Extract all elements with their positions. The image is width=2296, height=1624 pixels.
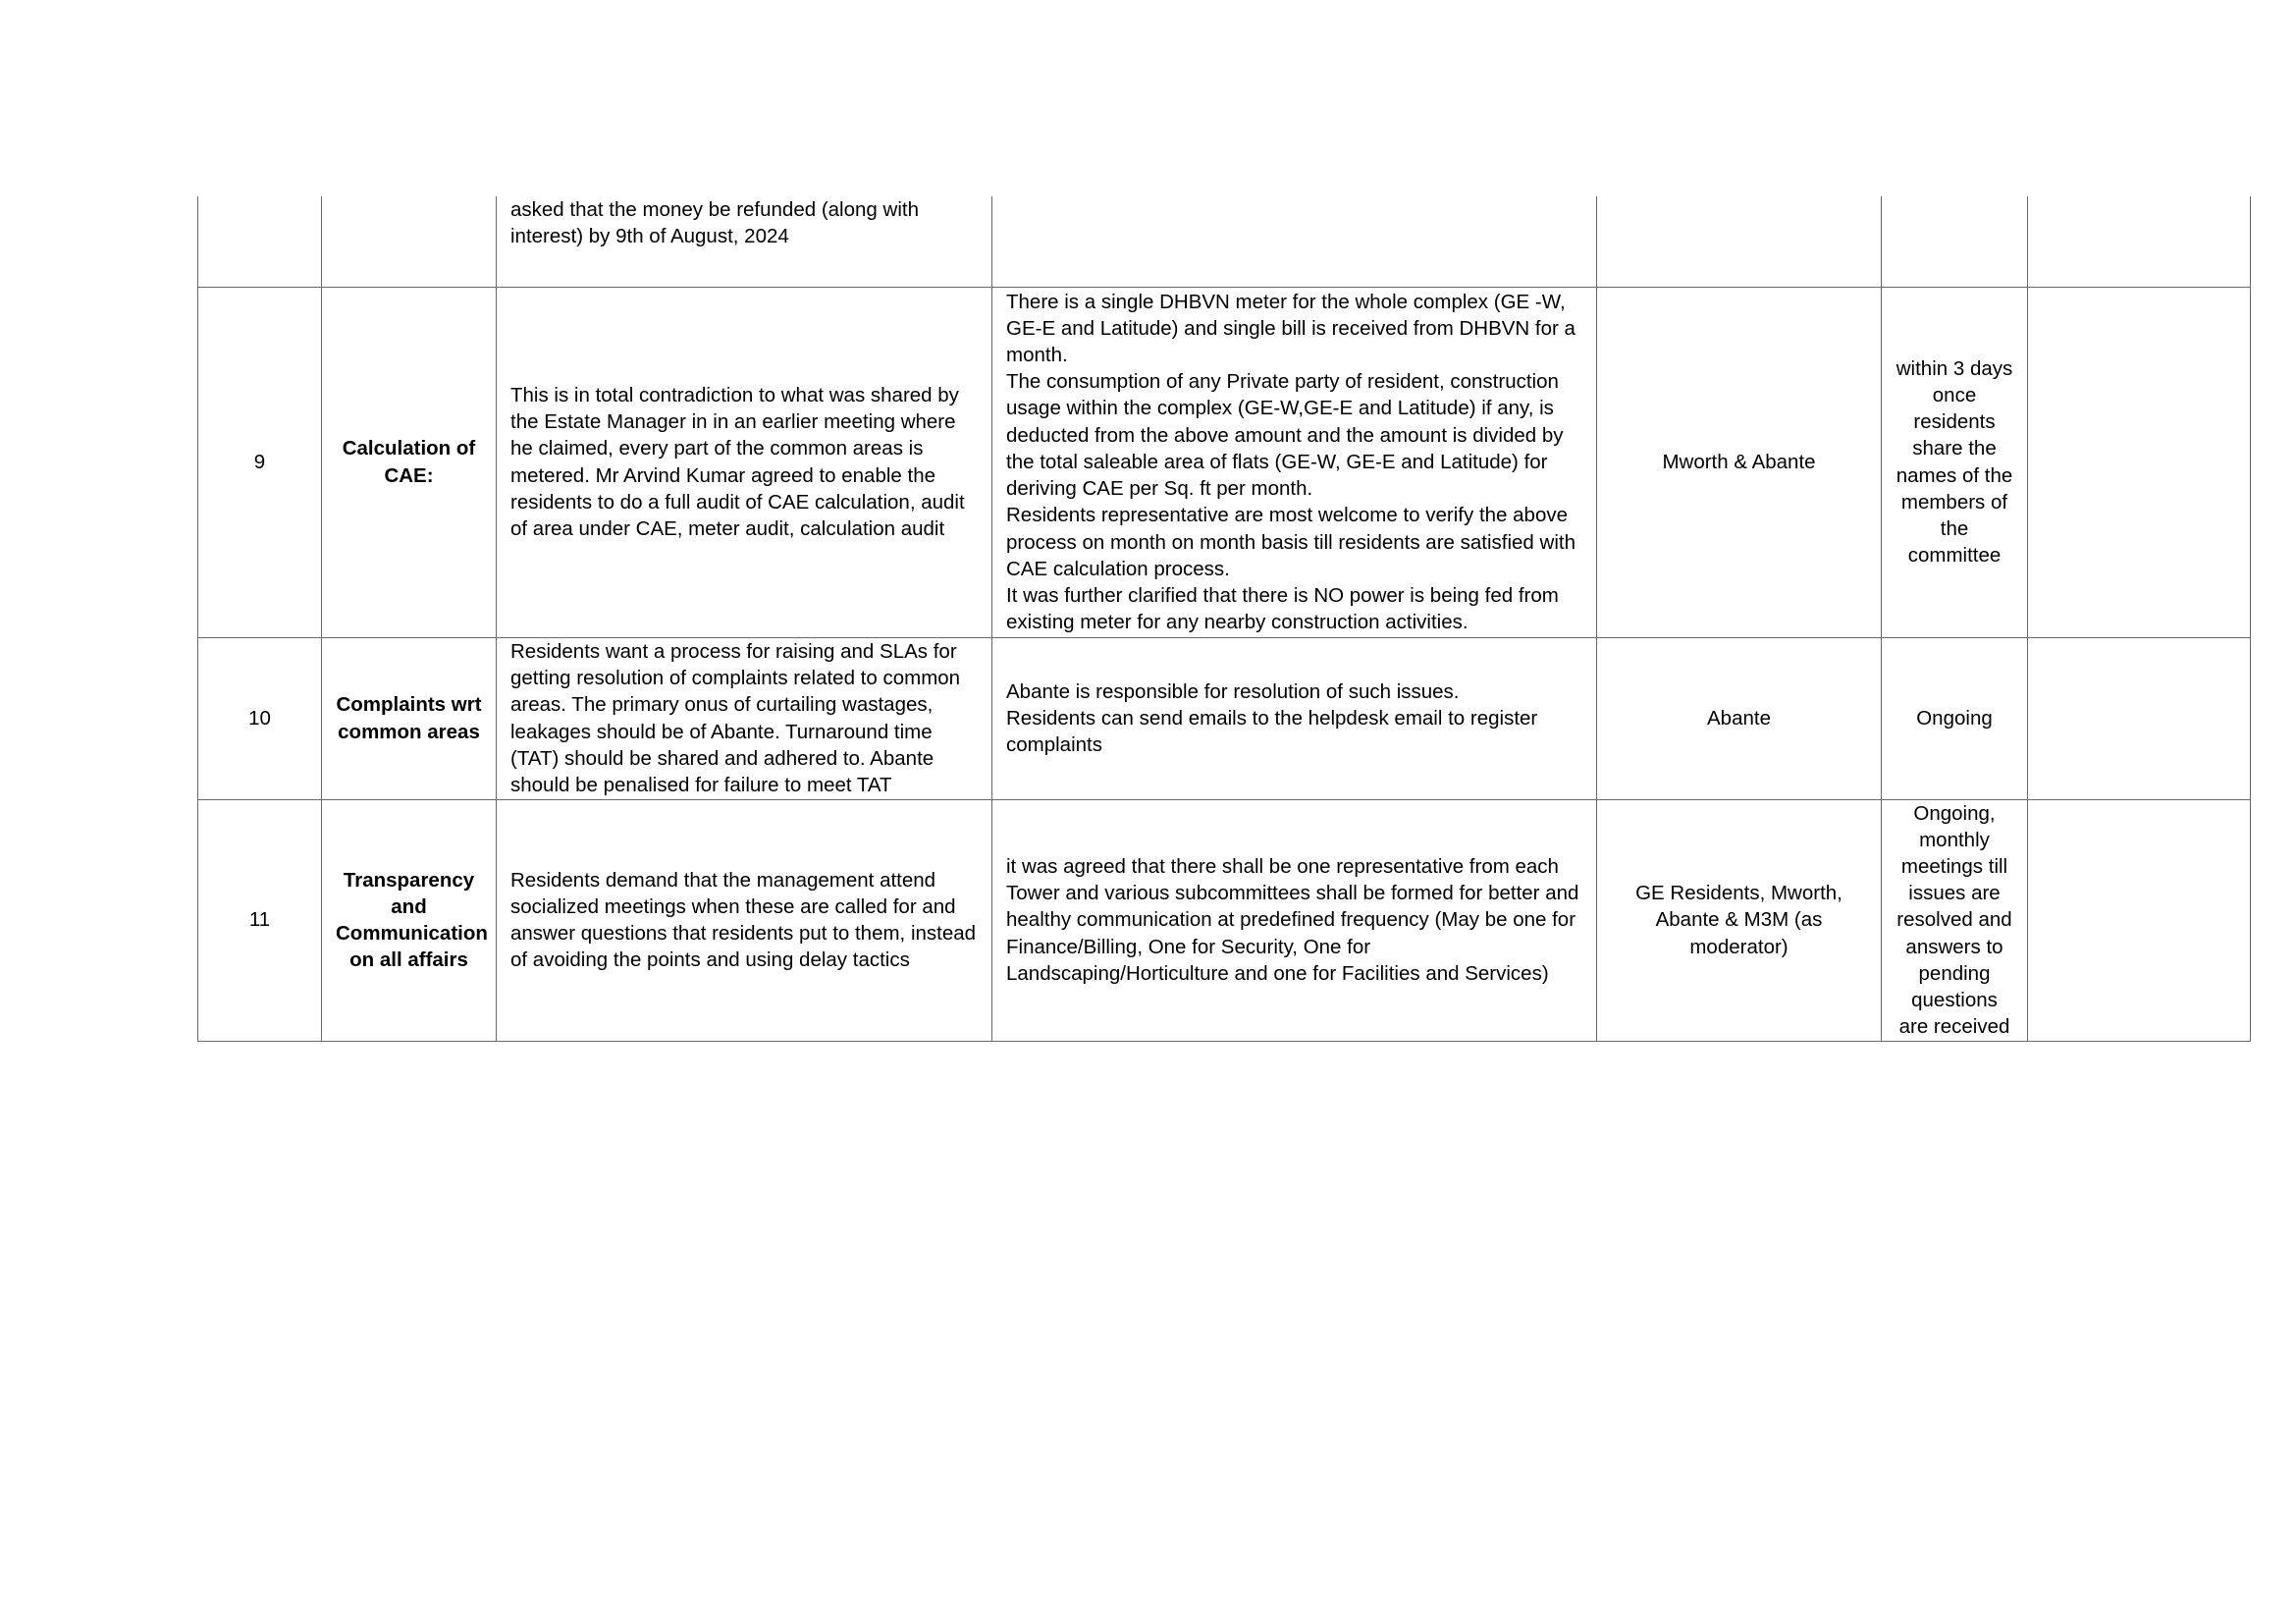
row-issue: Residents want a process for raising and SLAs for getting resolution of complaints related to common areas. The primary onus of curtailing wastages, leakages should be of Abante. Turnaround time (TAT) should be shared and adhered to. Abante should be penalised for failure to meet TAT (497, 637, 992, 799)
row-timeline (1882, 196, 2028, 287)
row-status (2028, 799, 2251, 1041)
row-topic: Calculation of CAE: (322, 287, 497, 637)
row-issue: Residents demand that the management attend socialized meetings when these are called for and answer questions that residents put to them, instead of avoiding the points and using delay tactics (497, 799, 992, 1041)
row-number: 10 (198, 637, 322, 799)
response-line: The consumption of any Private party of resident, construction usage within the complex (GE-W,GE-E and Latitude) if any, is deducted from the above amount and the amount is divided by the total saleable area of flats (GE-W, GE-E and Latitude) for deriving CAE per Sq. ft per month. (1006, 370, 1564, 501)
table-row (198, 196, 2251, 287)
row-issue: This is in total contradiction to what was shared by the Estate Manager in in an earlier meeting where he claimed, every part of the common areas is metered. Mr Arvind Kumar agreed to enable the residents to do a full audit of CAE calculation, audit of area under CAE, meter audit, calculation audit (497, 287, 992, 637)
row-status (2028, 287, 2251, 637)
table-row (198, 799, 2251, 1041)
row-timeline: Ongoing, monthly meetings till issues are resolved and answers to pending questions are received (1882, 799, 2028, 1041)
row-number (198, 196, 322, 287)
row-timeline: Ongoing (1882, 637, 2028, 799)
row-response (992, 196, 1597, 287)
row-status (2028, 196, 2251, 287)
row-owner: Abante (1597, 637, 1882, 799)
row-timeline: within 3 days once residents share the names of the members of the committee (1882, 287, 2028, 637)
row-topic: Transparency and Communication on all affairs (322, 799, 497, 1041)
row-topic (322, 196, 497, 287)
table-row (198, 637, 2251, 799)
row-owner (1597, 196, 1882, 287)
row-issue: asked that the money be refunded (along with interest) by 9th of August, 2024 (497, 196, 992, 287)
row-owner: Mworth & Abante (1597, 287, 1882, 637)
row-response (992, 799, 1597, 1041)
row-number: 11 (198, 799, 322, 1041)
row-status (2028, 637, 2251, 799)
response-line: It was further clarified that there is NO power is being fed from existing meter for any nearby construction activities. (1006, 583, 1559, 634)
table-row (198, 287, 2251, 637)
row-owner: GE Residents, Mworth, Abante & M3M (as moderator) (1597, 799, 1882, 1041)
response-line: There is a single DHBVN meter for the whole complex (GE -W, GE-E and Latitude) and single bill is received from DHBVN for a month. (1006, 290, 1575, 367)
response-line: it was agreed that there shall be one representative from each Tower and various subcommittees shall be formed for better and healthy communication at predefined frequency (May be one for Finance/Billing, One for Security, One for Landscaping/Horticulture and one for Facilities and Services) (1006, 854, 1579, 985)
row-response (992, 637, 1597, 799)
response-line: Residents can send emails to the helpdesk email to register complaints (1006, 706, 1538, 757)
response-line: Residents representative are most welcome to verify the above process on month on month basis till residents are satisfied with CAE calculation process. (1006, 504, 1575, 580)
minutes-table (197, 196, 2251, 1042)
row-response (992, 287, 1597, 637)
response-line: Abante is responsible for resolution of such issues. (1006, 679, 1460, 703)
row-number: 9 (198, 287, 322, 637)
row-topic: Complaints wrt common areas (322, 637, 497, 799)
